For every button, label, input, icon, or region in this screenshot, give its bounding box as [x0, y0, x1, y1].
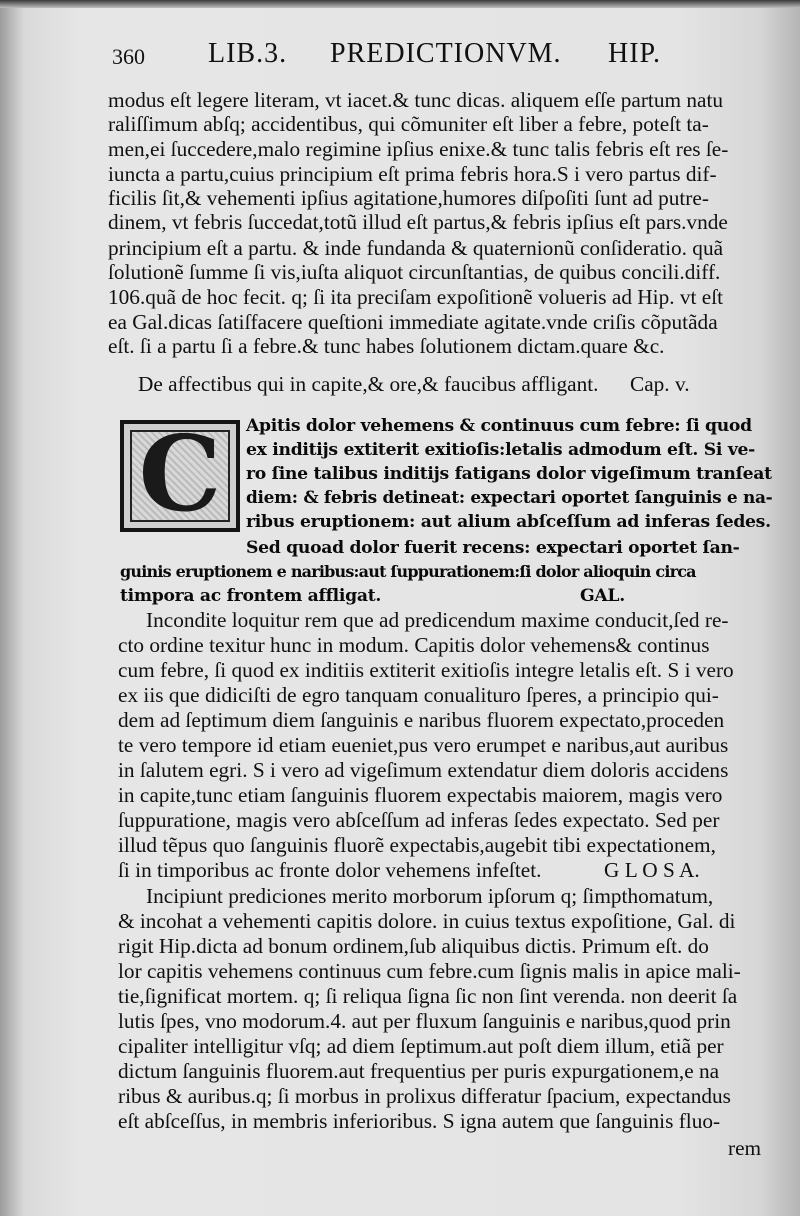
glosa-line: tie,ſignificat mortem. q; ſi reliqua ſigna ſic non ſint verenda. non deerit ſa: [118, 984, 738, 1008]
commentary-line: dem ad ſeptimum diem ſanguinis e naribus fluorem expectato,proceden: [118, 708, 725, 732]
commentary-line: in capite,tunc etiam ſanguinis fluorem expectabis maiorem, magis vero: [118, 783, 723, 807]
chapter-heading: De affectibus qui in capite,& ore,& faucibus affligant.: [138, 372, 599, 396]
commentary-line: cum febre, ſi quod ex inditiis extiterit exitioſis integre letalis eſt. S i vero: [118, 658, 734, 682]
aphorism-line: ribus eruptionem: aut alium abſceſſum ad inferas ſedes.: [246, 512, 771, 532]
aphorism-line: guinis eruptionem e naribus:aut ſuppurationem:ſi dolor alioquin circa: [120, 562, 696, 581]
glosa-line: & incohat a vehementi capitis dolore. in cuius textus expoſitione, Gal. di: [118, 909, 736, 933]
commentary-line: Incondite loquitur rem que ad predicendum maxime conducit,ſed re-: [146, 608, 729, 632]
aphorism-line: diem: & febris detineat: expectari oportet ſanguinis e na-: [246, 488, 773, 508]
gloss-line: ea Gal.dicas ſatiſfacere queſtioni immediate agitate.vnde criſis cõputãda: [108, 310, 718, 334]
page-number: 360: [112, 44, 145, 69]
commentary-line: cto ordine texitur hunc in modum. Capitis dolor vehemens& continus: [118, 633, 710, 657]
book-number: LIB.3.: [208, 38, 288, 69]
aphorism-line: ex inditijs extiterit exitioſis:letalis admodum eſt. Si ve-: [246, 440, 755, 460]
glosa-line: cipaliter intelligitur vſq; ad diem ſeptimum.aut poſt diem illum, etiã per: [118, 1034, 724, 1058]
catchword: rem: [728, 1136, 762, 1160]
gloss-line: raliſſimum abſq; accidentibus, qui cõmuniter eſt liber a febre, poteſt ta-: [108, 112, 709, 136]
commentary-line: ſi in timporibus ac fronte dolor vehemens infeſtet.: [118, 858, 542, 882]
glosa-line: lutis ſpes, vno modorum.4. aut per fluxum ſanguinis e naribus,quod prin: [118, 1009, 731, 1033]
chapter-number: Cap. v.: [630, 372, 690, 396]
commentary-line: illud tẽpus quo ſanguinis fluorẽ expectabis,augebit tibi expectationem,: [118, 833, 716, 857]
running-author: HIP.: [608, 38, 662, 69]
aphorism-line: Sed quoad dolor fuerit recens: expectari oportet ſan-: [246, 538, 740, 558]
glosa-line: Incipiunt prediciones merito morborum ipſorum q; ſimpthomatum,: [146, 884, 714, 908]
glosa-line: lor capitis vehemens continuus cum febre.cum ſignis malis in apice mali-: [118, 959, 741, 983]
decorated-initial: [120, 412, 240, 535]
gloss-line: principium eſt a partu. & inde fundanda & quaternionũ conſideratio. quã: [108, 236, 724, 260]
commentary-line: ſuppuratione, magis vero abſceſſum ad inferas ſedes expectato. Sed per: [118, 808, 720, 832]
commentary-line: te vero tempore id etiam eueniet,pus vero erumpet e naribus,aut auribus: [118, 733, 729, 757]
glosa-line: dictum ſanguinis fluorem.aut frequentius per puris expurgationem,e na: [118, 1059, 720, 1083]
running-header: [112, 38, 702, 72]
gloss-line: ſolutionẽ ſumme ſi vis,iuſta aliquot circunſtantias, de quibus concili.diff.: [108, 260, 721, 284]
gloss-line: ficilis ſit,& vehementi ipſius agitatione,humores diſpoſiti ſunt ad putre-: [108, 186, 709, 210]
commentary-line: in ſalutem egri. S i vero ad vigeſimum extendatur diem doloris accidens: [118, 758, 729, 782]
aphorism-line: Apitis dolor vehemens & continuus cum febre: ſi quod: [246, 416, 752, 436]
running-title: PREDICTIONVM.: [330, 38, 562, 69]
glosa-label: G L O S A.: [604, 858, 700, 882]
glosa-line: eſt abſceſſus, in membris inferioribus. S igna autem que ſanguinis fluo-: [118, 1109, 721, 1133]
gloss-line: eſt. ſi a partu ſi a febre.& tunc habes ſolutionem dictam.quare &c.: [108, 334, 665, 358]
gloss-line: modus eſt legere literam, vt iacet.& tunc dicas. aliquem eſſe partum natu: [108, 88, 724, 112]
aphorism-line: timpora ac frontem affligat.: [120, 586, 382, 606]
glosa-line: rigit Hip.dicta ad bonum ordinem,ſub aliquibus dictis. Primum eſt. do: [118, 934, 709, 958]
gloss-line: dinem, vt febris ſuccedat,totũ illud eſt partus,& febris ipſius eſt pars.vnde: [108, 210, 728, 234]
initial-letter: C: [138, 412, 222, 535]
gal-label: GAL.: [580, 586, 625, 606]
aphorism-line: ro ſine talibus inditijs fatigans dolor vigeſimum tranſeat: [246, 464, 772, 484]
gloss-line: men,ei ſuccedere,malo regimine ipſius enixe.& tunc talis febris eſt res ſe-: [108, 137, 729, 161]
gloss-line: 106.quã de hoc fecit. q; ſi ita preciſam expoſitionẽ volueris ad Hip. vt eſt: [108, 285, 724, 309]
gloss-line: iuncta a partu,cuius principium eſt prima febris hora.S i vero partus dif-: [108, 162, 717, 186]
glosa-line: ribus & auribus.q; ſi morbus in prolixus differatur ſpacium, expectandus: [118, 1084, 731, 1108]
commentary-line: ex iis que didiciſti de egro tanquam conualituro ſperes, a principio qui-: [118, 683, 719, 707]
